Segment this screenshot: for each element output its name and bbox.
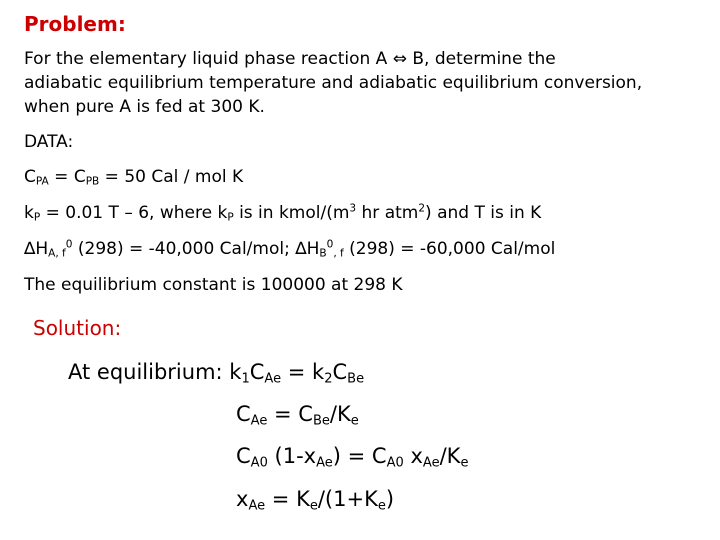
dh-b-superscript: 0 xyxy=(326,238,334,251)
eq1-s1: 1 xyxy=(241,371,250,387)
cp-a-symbol: C xyxy=(24,167,36,187)
rate-constant-line xyxy=(24,203,541,223)
eq1-s4: Be xyxy=(347,371,365,387)
eq3-c: ) = C xyxy=(332,444,387,468)
eq2-s3: e xyxy=(350,413,359,429)
kp-sup-2: 2 xyxy=(418,202,426,215)
cp-a-subscript: PA xyxy=(35,175,49,188)
equation-equilibrium-conversion xyxy=(236,487,395,514)
problem-heading: Problem: xyxy=(24,12,126,36)
eq3-s1: A0 xyxy=(250,455,268,471)
heat-capacity-line xyxy=(24,167,243,187)
kp-symbol: k xyxy=(24,203,34,223)
eq4-s1: Ae xyxy=(248,498,266,514)
problem-statement xyxy=(24,47,704,119)
eq2-s2: Be xyxy=(312,413,330,429)
equation-concentration-ratio xyxy=(236,402,359,429)
eq3-e: /K xyxy=(439,444,461,468)
eq4-c: /(1+K xyxy=(317,487,378,511)
equilibrium-constant-line: The equilibrium constant is 100000 at 298 K xyxy=(24,275,403,295)
dh-a-symbol: ∆H xyxy=(24,239,49,259)
eq3-a: C xyxy=(236,444,251,468)
solution-heading: Solution: xyxy=(33,316,122,340)
statement-line-3: when pure A is fed at 300 K. xyxy=(24,97,265,117)
enthalpy-line xyxy=(24,239,555,259)
kp-subscript-2: P xyxy=(227,211,234,224)
equation-equilibrium xyxy=(68,360,365,387)
statement-line-2: adiabatic equilibrium temperature and adiabatic equilibrium conversion, xyxy=(24,73,643,93)
eq2-c: /K xyxy=(329,402,351,426)
dh-b-value: (298) = -60,000 Cal/mol xyxy=(343,239,556,259)
eq1-d: C xyxy=(332,360,348,384)
eq2-a: C xyxy=(236,402,251,426)
eq1-c: = k xyxy=(281,360,325,384)
eq4-s2: e xyxy=(309,498,318,514)
eq1-a: At equilibrium: k xyxy=(68,360,242,384)
kp-text-4: ) and T is in K xyxy=(425,203,542,223)
dh-b-subscript: B xyxy=(319,247,327,260)
dh-a-superscript: 0 xyxy=(65,238,73,251)
eq2-b: = C xyxy=(267,402,313,426)
cp-value: = 50 Cal / mol K xyxy=(99,167,244,187)
kp-text-3: hr atm xyxy=(356,203,419,223)
eq3-s2: Ae xyxy=(316,455,333,471)
eq3-b: (1-x xyxy=(267,444,317,468)
kp-text-1: = 0.01 T – 6, where k xyxy=(40,203,228,223)
eq3-d: x xyxy=(403,444,423,468)
eq4-b: = K xyxy=(265,487,310,511)
eq1-s3: 2 xyxy=(324,371,333,387)
eq4-a: x xyxy=(236,487,249,511)
eq4-s3: e xyxy=(377,498,386,514)
cp-mid: = C xyxy=(48,167,86,187)
eq1-b: C xyxy=(249,360,265,384)
kp-subscript: P xyxy=(33,211,41,224)
eq3-s5: e xyxy=(460,455,469,471)
eq4-d: ) xyxy=(385,487,395,511)
kp-sup-1: 3 xyxy=(349,202,357,215)
kp-text-2: is in kmol/(m xyxy=(233,203,350,223)
dh-a-value: (298) = -40,000 Cal/mol; ∆H xyxy=(72,239,320,259)
cp-b-subscript: PB xyxy=(85,175,100,188)
dh-b-subscript-2: , f xyxy=(333,247,344,260)
eq1-s2: Ae xyxy=(264,371,282,387)
data-label: DATA: xyxy=(24,132,74,152)
dh-a-subscript: A, f xyxy=(48,247,66,260)
eq2-s1: Ae xyxy=(250,413,268,429)
eq3-s3: A0 xyxy=(386,455,404,471)
equation-conversion xyxy=(236,444,469,471)
eq3-s4: Ae xyxy=(422,455,440,471)
statement-line-1: For the elementary liquid phase reaction A ⇔ B, determine the xyxy=(24,49,556,69)
